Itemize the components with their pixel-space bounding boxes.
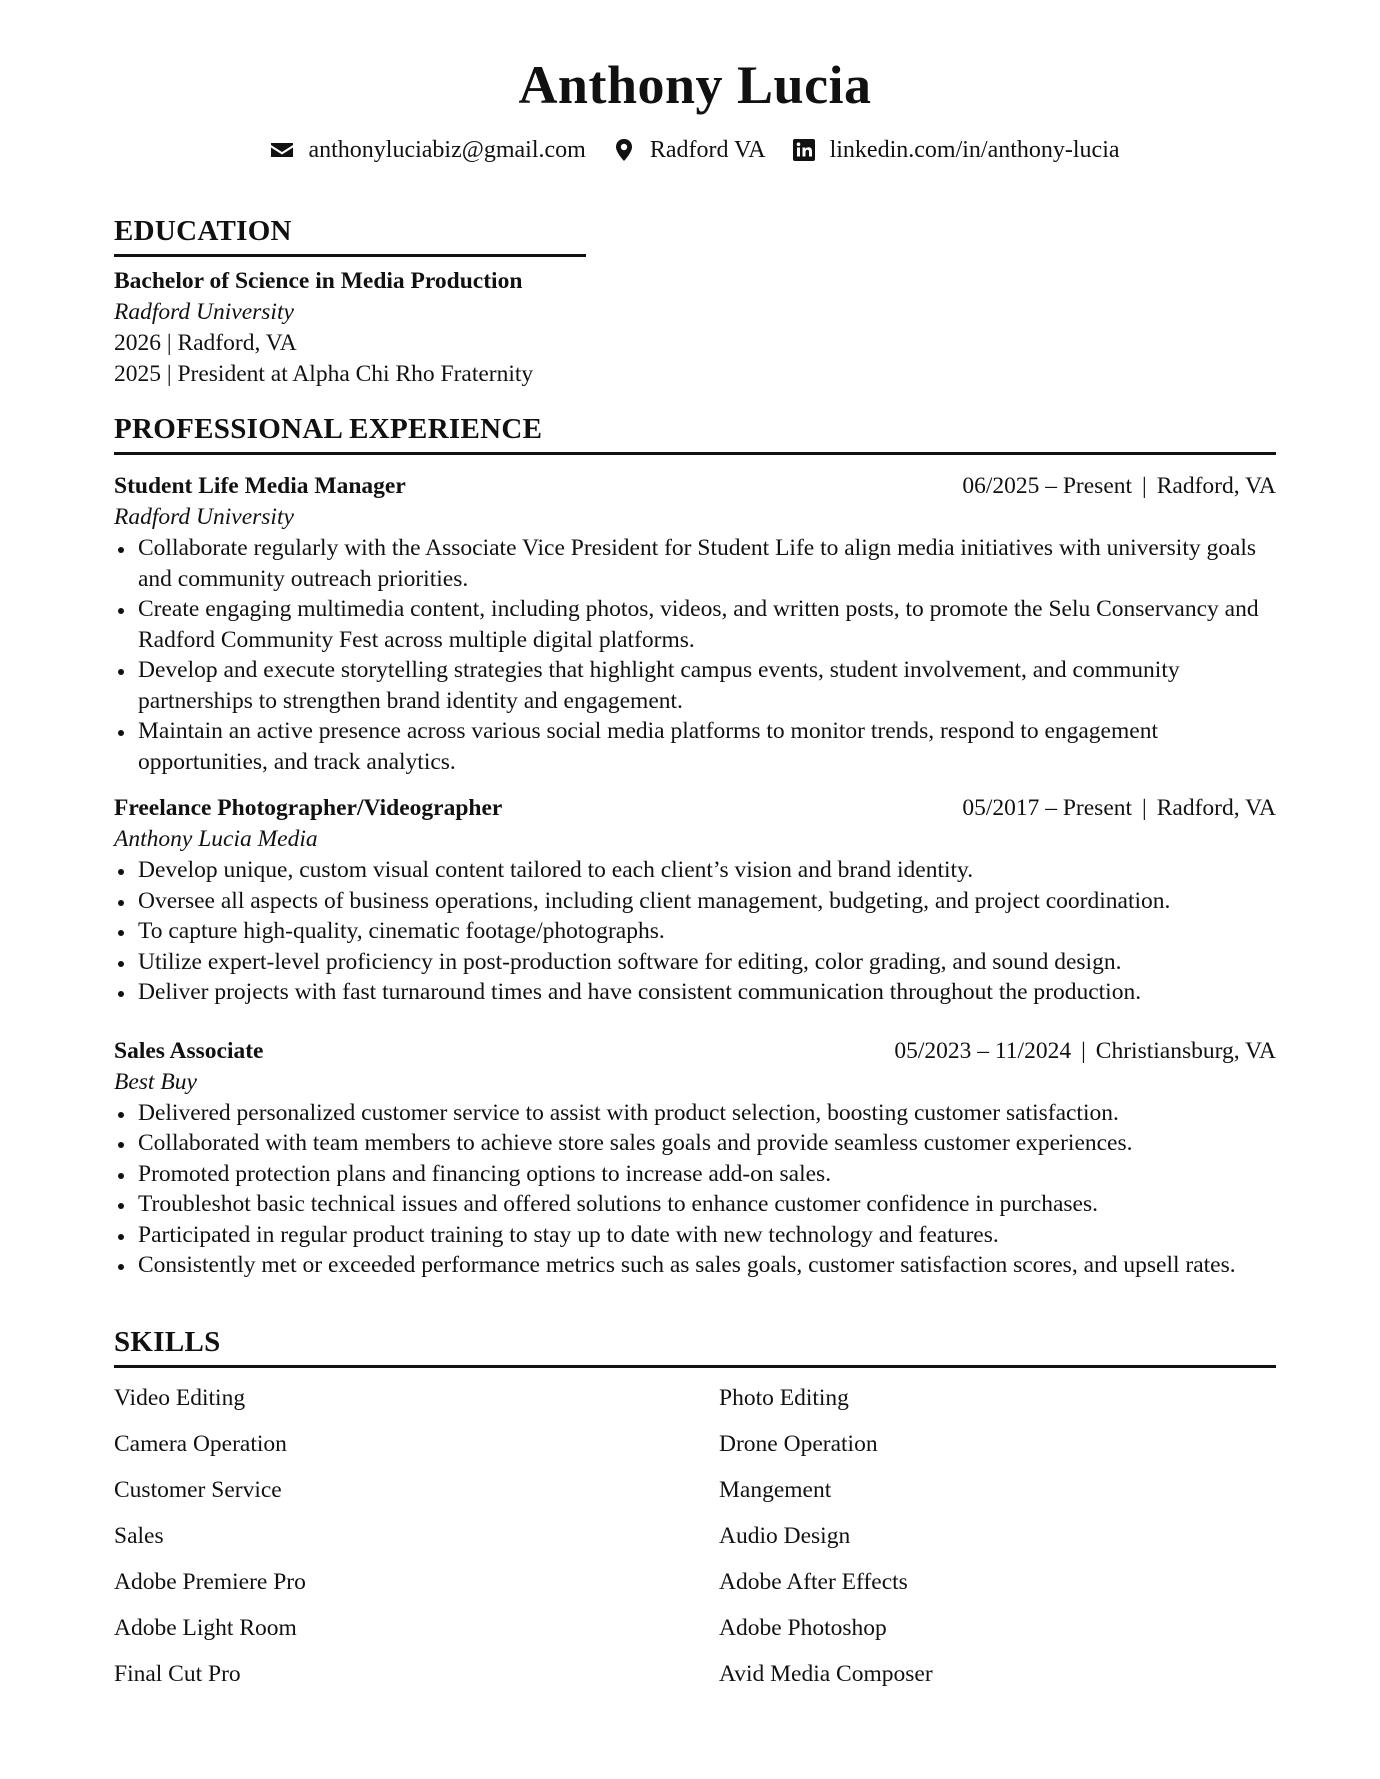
job-meta: 06/2025 – Present | Radford, VA: [962, 473, 1276, 499]
job-header: [114, 793, 1276, 824]
skill-item: Mangement: [719, 1476, 832, 1503]
graduation-line: 2026 | Radford, VA: [114, 330, 297, 356]
skill-item: Avid Media Composer: [719, 1660, 933, 1687]
job-dates: 06/2025 – Present: [962, 473, 1133, 499]
job-company: Radford University: [114, 504, 294, 530]
job-dates: 05/2023 – 11/2024: [894, 1037, 1072, 1064]
skill-item: Video Editing: [114, 1384, 246, 1411]
location-text: Radford VA: [649, 136, 766, 163]
activity-line: 2025 | President at Alpha Chi Rho Fraternity: [114, 361, 534, 387]
education-entry: [114, 266, 1276, 390]
skill-item: Sales: [114, 1522, 164, 1549]
skill-item: Adobe After Effects: [719, 1568, 908, 1595]
skill-item: Drone Operation: [719, 1430, 878, 1457]
bullet-item: Collaborated with team members to achieve store sales goals and provide seamless customer experiences.: [114, 1128, 1276, 1159]
resume-page: [114, 0, 1276, 1690]
skill-item: Customer Service: [114, 1476, 282, 1503]
experience-heading: PROFESSIONAL EXPERIENCE: [114, 412, 1276, 455]
degree: Bachelor of Science in Media Production: [114, 268, 523, 294]
job-meta: 05/2017 – Present | Radford, VA: [962, 795, 1276, 821]
bullet-item: Consistently met or exceeded performance metrics such as sales goals, customer satisfaction scores, and upsell rates.: [114, 1250, 1276, 1281]
skill-item: Adobe Photoshop: [719, 1614, 887, 1641]
job-entry: [114, 1036, 1276, 1281]
skill-item: Final Cut Pro: [114, 1660, 241, 1687]
bullet-item: Maintain an active presence across various social media platforms to monitor trends, respond to engagement opportunities, and track analytics.: [114, 716, 1276, 777]
bullet-item: To capture high-quality, cinematic footage/photographs.: [114, 916, 1276, 947]
linkedin-icon: [792, 138, 816, 162]
linkedin-text: linkedin.com/in/anthony-lucia: [829, 136, 1120, 163]
envelope-icon: [270, 138, 294, 162]
job-meta: 05/2023 – 11/2024 | Christiansburg, VA: [894, 1037, 1276, 1064]
job-location: Christiansburg, VA: [1095, 1037, 1276, 1064]
job-location: Radford, VA: [1156, 473, 1276, 499]
bullet-item: Troubleshot basic technical issues and offered solutions to enhance customer confidence in purchases.: [114, 1189, 1276, 1220]
job-dates: 05/2017 – Present: [962, 795, 1133, 821]
bullet-item: Promoted protection plans and financing options to increase add-on sales.: [114, 1159, 1276, 1190]
job-bullets: [114, 855, 1276, 1008]
job-company: Anthony Lucia Media: [114, 826, 318, 852]
skills-grid: [114, 1382, 1276, 1690]
bullet-item: Oversee all aspects of business operations, including client management, budgeting, and project coordination.: [114, 886, 1276, 917]
contact-email[interactable]: [270, 137, 585, 164]
skill-item: Adobe Light Room: [114, 1614, 297, 1641]
education-heading: EDUCATION: [114, 214, 586, 257]
job-header: [114, 471, 1276, 502]
skill-item: Adobe Premiere Pro: [114, 1568, 306, 1595]
skill-item: Audio Design: [719, 1522, 851, 1549]
contact-location: [612, 137, 766, 164]
skills-heading: SKILLS: [114, 1325, 1276, 1368]
job-bullets: [114, 533, 1276, 777]
skill-item: Photo Editing: [719, 1384, 849, 1411]
school: Radford University: [114, 299, 294, 325]
bullet-item: Create engaging multimedia content, including photos, videos, and written posts, to promote the Selu Conservancy and Radford Community Fest across multiple digital platforms.: [114, 594, 1276, 655]
map-pin-icon: [612, 138, 636, 162]
bullet-item: Delivered personalized customer service to assist with product selection, boosting customer satisfaction.: [114, 1098, 1276, 1129]
job-entry: [114, 793, 1276, 1008]
job-bullets: [114, 1098, 1276, 1281]
skill-item: Camera Operation: [114, 1430, 287, 1457]
bullet-item: Develop and execute storytelling strategies that highlight campus events, student involvement, and community partnerships to strengthen brand identity and engagement.: [114, 655, 1276, 716]
job-role: Freelance Photographer/Videographer: [114, 795, 503, 821]
bullet-item: Deliver projects with fast turnaround times and have consistent communication throughout the production.: [114, 977, 1276, 1008]
bullet-item: Utilize expert-level proficiency in post-production software for editing, color grading, and sound design.: [114, 947, 1276, 978]
job-entry: [114, 471, 1276, 777]
job-location: Radford, VA: [1156, 795, 1276, 821]
job-role: Sales Associate: [114, 1037, 264, 1064]
contact-linkedin[interactable]: [792, 137, 1120, 164]
job-company: Best Buy: [114, 1068, 197, 1095]
bullet-item: Collaborate regularly with the Associate Vice President for Student Life to align media initiatives with university goals and community outreach priorities.: [114, 533, 1276, 594]
bullet-item: Develop unique, custom visual content tailored to each client’s vision and brand identity.: [114, 855, 1276, 886]
job-role: Student Life Media Manager: [114, 473, 406, 499]
bullet-item: Participated in regular product training to stay up to date with new technology and features.: [114, 1220, 1276, 1251]
candidate-name: Anthony Lucia: [518, 55, 872, 115]
job-header: [114, 1036, 1276, 1067]
email-text: anthonyluciabiz@gmail.com: [308, 136, 586, 163]
contact-bar: [114, 132, 1276, 168]
